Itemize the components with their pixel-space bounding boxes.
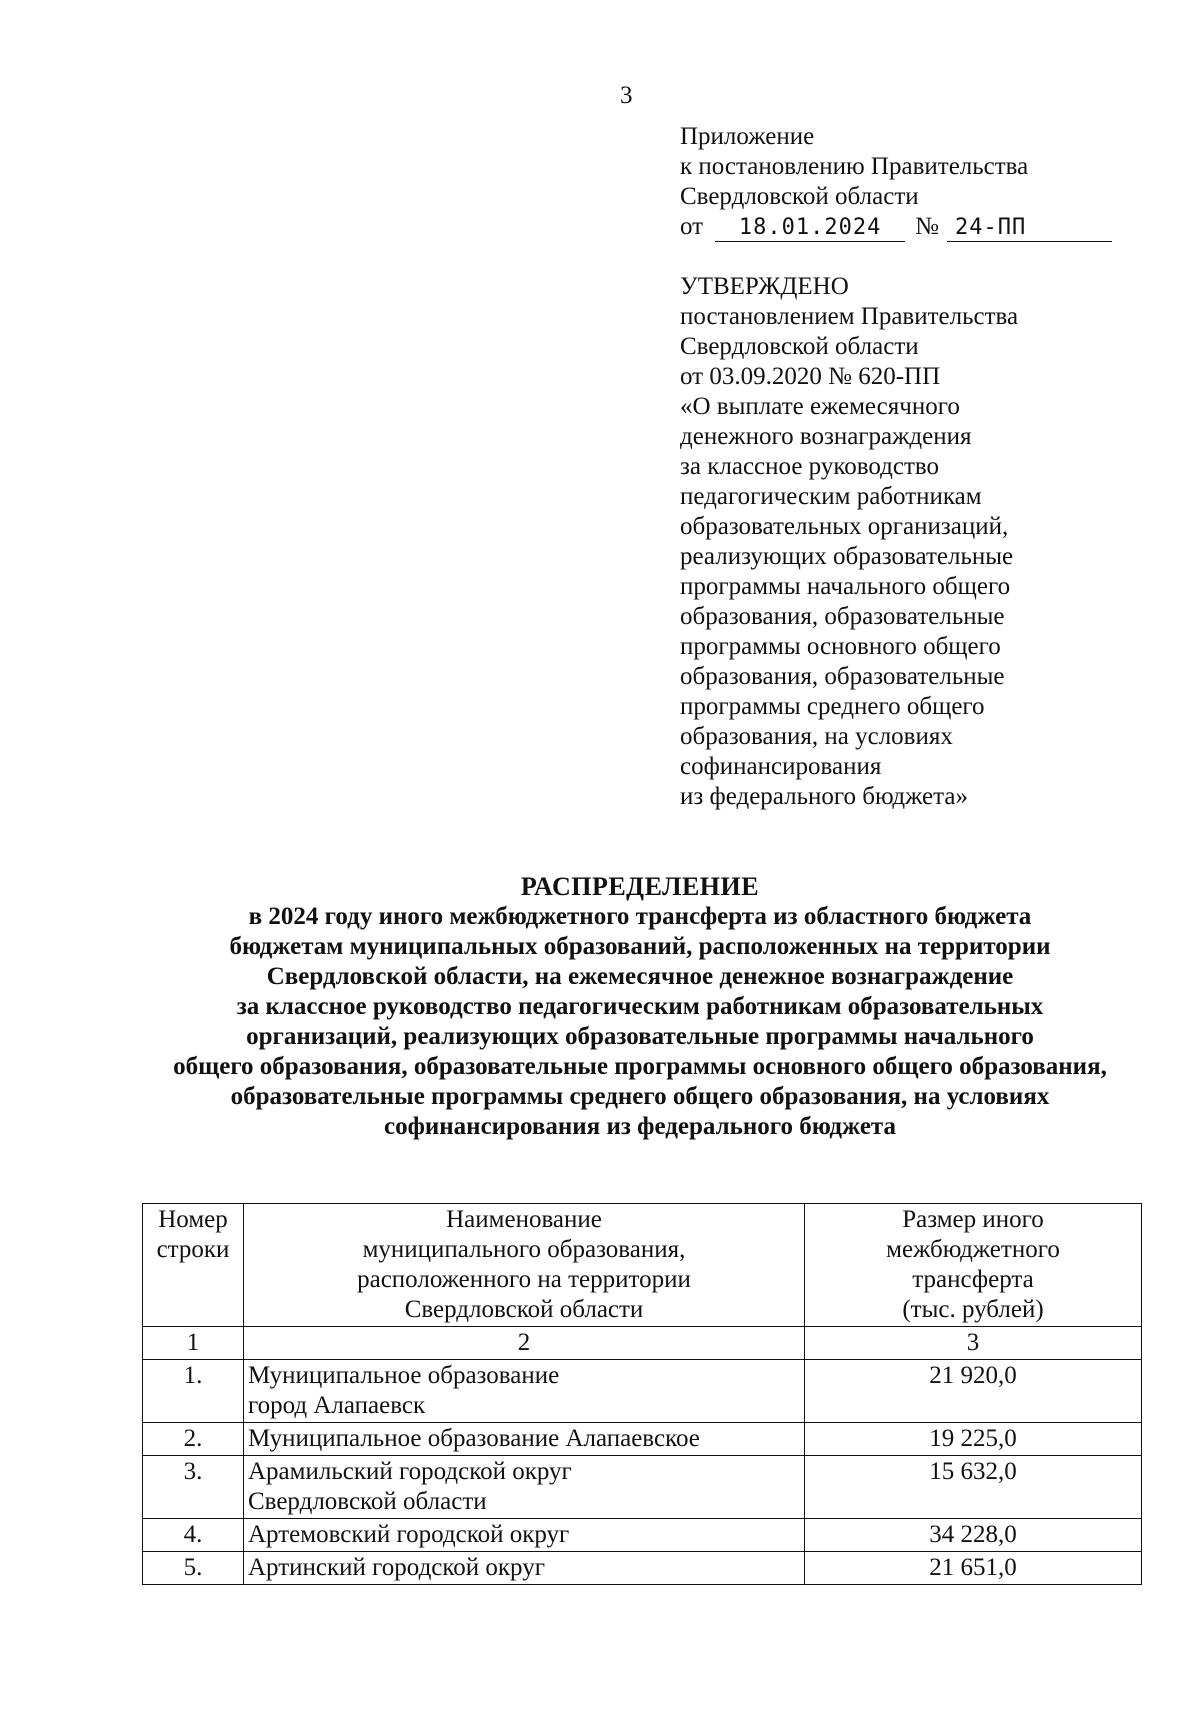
heading-line: софинансирования из федерального бюджета	[383, 1113, 897, 1140]
row-number: 3.	[143, 1456, 244, 1519]
approved-line: программы основного общего	[680, 633, 1001, 660]
document-heading	[0, 872, 1200, 1142]
approved-line: из федерального бюджета»	[680, 783, 968, 810]
transfer-amount: 19 225,0	[805, 1423, 1142, 1456]
order-number-field: 24-ПП	[947, 215, 1112, 242]
header-text: расположенного на территории	[357, 1266, 691, 1293]
name-line: Артинский городской округ	[248, 1554, 545, 1581]
transfer-amount: 34 228,0	[805, 1519, 1142, 1552]
header-text: трансферта	[912, 1266, 1034, 1293]
header-text: Размер иного	[902, 1206, 1044, 1233]
municipality-name	[244, 1456, 805, 1519]
order-date-field: 18.01.2024	[715, 215, 905, 242]
approved-block	[680, 272, 1018, 812]
distribution-table	[142, 1203, 1142, 1585]
date-prefix: от	[680, 213, 704, 240]
approved-line: УТВЕРЖДЕНО	[680, 273, 849, 300]
heading-line: бюджетам муниципальных образований, расположенных на территории	[229, 933, 1051, 960]
approved-line: программы начального общего	[680, 573, 1011, 600]
name-line: Арамильский городской округ	[248, 1458, 572, 1485]
table-row	[143, 1423, 1142, 1456]
name-line: город Алапаевск	[248, 1392, 426, 1419]
heading-line: Свердловской области, на ежемесячное денежное вознаграждение	[266, 963, 1014, 990]
approved-line: педагогическим работникам	[680, 483, 982, 510]
row-number: 2.	[143, 1423, 244, 1456]
heading-line: за классное руководство педагогическим работникам образовательных	[236, 993, 1044, 1020]
header-text: межбюджетного	[886, 1236, 1060, 1263]
approved-line: образования, образовательные	[680, 603, 1005, 630]
approved-line: «О выплате ежемесячного	[680, 393, 960, 420]
header-text: Номер	[158, 1206, 228, 1233]
header-row-number	[143, 1204, 244, 1327]
approved-line: образовательных организаций,	[680, 513, 1009, 540]
header-municipality-name	[244, 1204, 805, 1327]
appendix-order-line	[680, 212, 1112, 242]
number-sign: №	[915, 213, 939, 240]
page-number: 3	[620, 82, 633, 109]
document-title: РАСПРЕДЕЛЕНИЕ	[520, 872, 760, 901]
table-row	[143, 1360, 1142, 1423]
table-row	[143, 1456, 1142, 1519]
column-index: 1	[143, 1327, 244, 1360]
transfer-amount: 21 920,0	[805, 1360, 1142, 1423]
approved-line: реализующих образовательные	[680, 543, 1014, 570]
table-row	[143, 1519, 1142, 1552]
approved-line: Свердловской области	[680, 333, 919, 360]
transfer-amount: 21 651,0	[805, 1552, 1142, 1585]
transfer-amount: 15 632,0	[805, 1456, 1142, 1519]
row-number: 1.	[143, 1360, 244, 1423]
header-text: (тыс. рублей)	[902, 1296, 1044, 1323]
appendix-line: Свердловской области	[680, 183, 919, 210]
municipality-name	[244, 1552, 805, 1585]
name-line: Муниципальное образование	[248, 1362, 560, 1389]
approved-line: образования, на условиях	[680, 723, 953, 750]
approved-line: постановлением Правительства	[680, 303, 1019, 330]
header-text: Свердловской области	[404, 1296, 644, 1323]
municipality-name	[244, 1423, 805, 1456]
heading-line: в 2024 году иного межбюджетного трансферта из областного бюджета	[248, 903, 1032, 930]
header-transfer-amount	[805, 1204, 1142, 1327]
row-number: 5.	[143, 1552, 244, 1585]
approved-line: денежного вознаграждения	[680, 423, 972, 450]
column-index: 2	[244, 1327, 805, 1360]
heading-line: организаций, реализующих образовательные программы начального	[246, 1023, 1034, 1050]
name-line: Свердловской области	[248, 1488, 487, 1515]
approved-line: программы среднего общего	[680, 693, 985, 720]
table-row	[143, 1552, 1142, 1585]
approved-line: за классное руководство	[680, 453, 939, 480]
table-column-index-row	[143, 1327, 1142, 1360]
column-index: 3	[805, 1327, 1142, 1360]
appendix-line: к постановлению Правительства	[680, 153, 1029, 180]
approved-line: образования, образовательные	[680, 663, 1005, 690]
municipality-name	[244, 1360, 805, 1423]
name-line: Артемовский городской округ	[248, 1521, 570, 1548]
row-number: 4.	[143, 1519, 244, 1552]
approved-line: от 03.09.2020 № 620-ПП	[680, 363, 941, 390]
approved-line: софинансирования	[680, 753, 882, 780]
heading-line: образовательные программы среднего общего образования, на условиях	[230, 1083, 1050, 1110]
appendix-line: Приложение	[680, 123, 815, 150]
header-text: строки	[156, 1236, 230, 1263]
appendix-block	[680, 122, 1112, 242]
table-header-row	[143, 1204, 1142, 1327]
name-line: Муниципальное образование Алапаевское	[248, 1425, 700, 1452]
header-text: муниципального образования,	[362, 1236, 686, 1263]
header-text: Наименование	[446, 1206, 602, 1233]
heading-line: общего образования, образовательные программы основного общего образования,	[173, 1053, 1107, 1080]
municipality-name	[244, 1519, 805, 1552]
